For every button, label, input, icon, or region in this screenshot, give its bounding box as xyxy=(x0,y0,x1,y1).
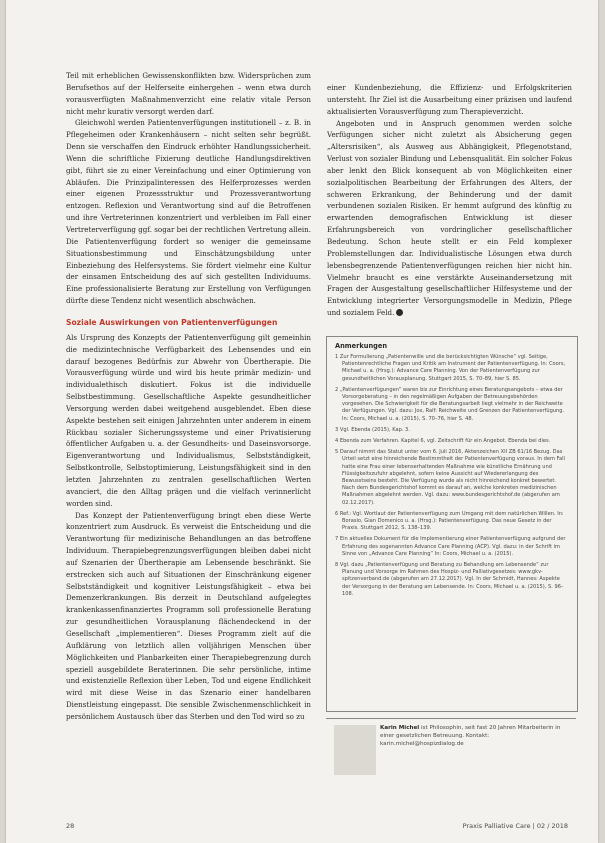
endnote-item: 4 Ebenda zum Verfahren. Kapitel 6, vgl. Zeitschrift für ein Angebot. Ebenda bei dies. xyxy=(335,438,551,445)
endnote-item: 8 Vgl. dazu „Patientenverfügung und Beratung zu Behandlung am Lebensende“ zur Planung und Vorsorge im Rahmen des Hospiz- und Palliativgesetzes: www.gkv-spitzenverband.de (abgerufen am 27.12.2017). Vgl. In der Schmidt, Hannes: Aspekte der Versorgung in der Beratung am Lebensende. In: Coors, Michael u. a. (2015), S. 96–108. xyxy=(335,562,564,597)
author-bio: ist Philosophin, seit fast 20 Jahren Mitarbeiterin in einer gesetzlichen Betreuung. Kontakt: karin.michel@hospizdialog.de xyxy=(380,725,561,747)
paragraph: einer Kundenbeziehung, die Effizienz- und Erfolgskriterien untersteht. Ihr Ziel ist die Ausarbeitung einer präzisen und laufend aktualisierten Vorausverfügung zum Therapieverzicht. xyxy=(327,83,572,116)
endnote-item: 5 Darauf nimmt das Statut unter vom 6. Juli 2016, Aktenzeichen XII ZB 61/16 Bezug. Das Urteil setzt eine hinreichende Bestimmtheit der Patientenverfügung voraus. In dem Fall hatte eine Frau einer lebenserhaltenden Maßnahme wie künstliche Ernährung und Flüssigkeitszufuhr abgelehnt, sofern keine Aussicht auf Wiedererlangung des Bewusstseins besteht. Die Verfügung wurde als nicht hinreichend konkret bewertet. Nach dem Bundesgerichtshof kommt es darauf an, welche konkreten medizinischen Maßnahmen abgelehnt werden. Vgl. dazu: www.bundesgerichtshof.de (abgerufen am 02.12.2017). xyxy=(335,449,565,506)
paragraph: Teil mit erheblichen Gewissenskonflikten bzw. Widersprüchen zum Berufsethos auf der Helferseite einhergehen – wenn etwa durch vorausverfügten Maßnahmenverzicht eine relativ vitale Person nicht mehr kurativ versorgt werden darf. xyxy=(66,71,311,116)
author-name: Karin Michel xyxy=(380,725,420,731)
paragraph: Als Ursprung des Konzepts der Patientenverfügung gilt gemeinhin die medizintechnische Verfügbarkeit des Lebensendes und ein darauf bezogenes Bedürfnis zur Abwehr von Übertherapie. Die Vorausverfügung würde und wird bis heute primär medizin- und individualethisch diskutiert. Fokus ist die individuelle Selbstbestimmung. Gesellschaftliche Aspekte gesundheitlicher Versorgung werden dabei weitgehend ausgeblendet. Eben diese Aspekte bestehen seit einigen Jahrzehnten unter anderem in einem Rückbau sozialer Sicherungssysteme und einer Privatisierung öffentlicher Aufgaben u. a. der Gesundheits- und Daseinsvorsorge. Eigenverantwortung und Individualismus, Selbstständigkeit, Selbstkontrolle, Selbstoptimierung, Leistungsfähigkeit sind in den letzten Jahrzehnten zu zentralen gesellschaftlichen Werten avanciert, die den Alltag prägen und die vielfach verinnerlicht worden sind. xyxy=(66,332,311,508)
section-heading: Soziale Auswirkungen von Patientenverfügungen xyxy=(66,317,278,327)
journal-footer: Praxis Palliative Care | 02 / 2018 xyxy=(462,822,568,830)
endnote-item: 1 Zur Formulierung „Patientenwille und die berücksichtigten Wünsche“ vgl. Seitige, Patientenrechtliche Fragen und Kritik am Instrument der Patientenverfügung. In: Coors, Michael u. a. (Hrsg.): Advance Care Planning. Von der Patientenverfügung zur gesundheitlichen Vorausplanung. Stuttgart 2015, S. 70–89, hier S. 85. xyxy=(335,354,566,382)
endnote-item: 7 Ein aktuelles Dokument für die Implementierung einer Patientenverfügung aufgrund der Erfahrung des sogenannten Advance Care Planning (ACP). Vgl. dazu: in der Schrift im Sinne von „Advance Care Planning“ In: Coors, Michael u. a. (2015). xyxy=(335,536,566,557)
endnote-item: 3 Vgl. Ebenda (2015), Kap. 3. xyxy=(335,426,410,433)
paragraph: Das Konzept der Patientenverfügung bringt eben diese Werte konzentriert zum Ausdruck. Es verweist die Entscheidung und die Verantwortung für medizinische Behandlungen an das betroffene Individuum. Therapiebegrenzungsverfügungen bleiben dabei nicht auf Szenarien der Übertherapie am Lebensende beschränkt. Sie erstrecken sich auch auf Situationen der Einschränkung eigener Selbstständigkeit und kognitiver Leistungsfähigkeit – etwa bei Demenzerkrankungen. Bis derzeit in Deutschland aufgelegtes krankenkassenfinanziertes Programm soll professionelle Beratung zur gesundheitlichen Vorausplanung flächendeckend in der Gesellschaft „implementieren“. Dieses Programm zielt auf die Aufklärung von letztlich allen volljährigen Menschen über Möglichkeiten und Planbarkeiten einer Therapiebegrenzung durch speziell ausgebildete Beraterinnen. Die sehr persönliche, intime und existenzielle Reflexion über Leben, Tod und eigene Endlichkeit wird mit diese Weise in das Szenario einer handelbaren Dienstleistung eingepasst. Die sensible Zwischenmenschlichkeit in persönlichem Austausch über das Sterben und den Tod wird so zu xyxy=(66,510,311,721)
paragraph: Gleichwohl werden Patientenverfügungen institutionell – z. B. in Pflegeheimen oder Krankenhäusern – nicht selten sehr begrüßt. Denn sie verschaffen den Eindruck erhöhter Handlungssicherheit. Wenn die schriftliche Fixierung deutliche Handlungsdirektiven gibt, führt sie zu einer Vereinfachung und einer Optimierung von Abläufen. Die Prinzipalinteressen des Helferprozesses werden einer eigenen Prozessstruktur und Prozessverantwortung entzogen. Reflexion und Verantwortung sind auf die Betroffenen und ihre Vertreterinnen konzentriert und verbleiben im Fall einer Vertreterverfügung ggf. sogar bei der rechtlichen Vertretung allein. Die Patientenverfügung fordert so weniger die gemeinsame Situationsbestimmung und Einschätzungsbildung unter Einbeziehung des Helfersystems. Sie fördert vielmehr eine Kultur der einsamen Entscheidung des auf sich gestellten Individuums. Eine professionalisierte Beratung zur Erstellung von Verfügungen dürfte diese Tendenz nicht wesentlich abschwächen. xyxy=(66,118,311,306)
document-page xyxy=(6,0,598,843)
notes-box xyxy=(326,336,578,712)
endnote-item: 2 „Patientenverfügungen“ waren bis zur Einrichtung eines Beratungsangebots – etwa der Vorsorgeberatung – in den regelmäßigen Aufgaben der Betreuungsbehörden vorgesehen. Die Schwierigkeit für die Beratungsarbeit liegt vielmehr in der Reichweite der Verfügungen. Vgl. dazu: Jox, Ralf: Reichweite und Grenzen der Patientenverfügung. In: Coors, Michael u. a. (2015), S. 70–76, hier S. 48. xyxy=(335,386,565,422)
author-info xyxy=(326,718,576,801)
notes-title: Anmerkungen xyxy=(335,342,388,350)
page-number: 28 xyxy=(66,822,75,830)
text-column-left xyxy=(66,70,311,723)
text-column-right xyxy=(327,82,572,319)
paragraph: Angeboten und in Anspruch genommen werden solche Verfügungen sicher nicht zuletzt als Absicherung gegen „Altersrisiken“, als Ausweg aus Abhängigkeit, Pflegenotstand, Verlust von sozialer Bindung und Lebensqualität. Ein solcher Fokus aber lenkt den Blick konsequent ab von Möglichkeiten einer sozialpolitischen Bearbeitung der Erfahrungen des Alters, der schweren Erkrankung, der Behinderung und der damit verbundenen sozialen Risiken. Er hemmt aufgrund des künftig zu erwartenden demografischen Entwicklung ist dieser Erfahrungsbereich von vordringlicher gesellschaftlicher Bedeutung. Schon heute stellt er ein Feld komplexer Problemstellungen dar. Individualistische Lösungen etwa durch lebensbegrenzende Patientenverfügungen reichen hier nicht hin. Vielmehr braucht es eine verstärkte Auseinandersetzung mit Fragen der Ausgestaltung gesellschaftlicher Hilfesysteme und der Entwicklung integrierter Versorgungsmodelle in Medizin, Pflege und sozialem Feld. xyxy=(327,118,572,318)
endnote-item: 6 Ref.: Vgl. Wortlaut der Patientenverfügung zum Umgang mit dem natürlichen Willen. In: Borasio, Gian Domenico u. a. (Hrsg.): Patientenverfügung. Das neue Gesetz in der Praxis. Stuttgart 2012, S. 138–139. xyxy=(335,510,564,532)
author-photo-placeholder xyxy=(334,725,376,775)
endnotes xyxy=(327,337,577,607)
end-of-article-icon xyxy=(396,309,403,316)
